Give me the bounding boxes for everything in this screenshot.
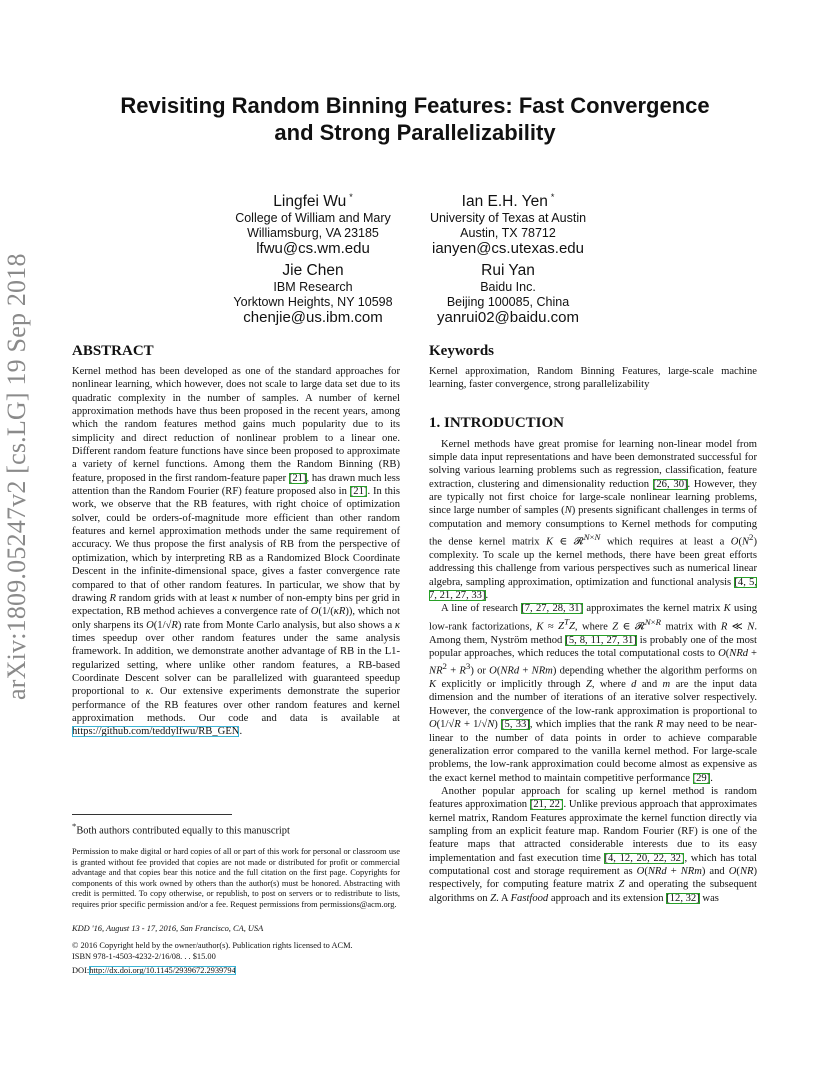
author-email: ianyen@cs.utexas.edu	[432, 240, 584, 257]
author-block-4	[388, 261, 628, 327]
equal-contribution-mark: *	[550, 192, 555, 202]
intro-paragraph: Kernel methods have great promise for learning non-linear model from simple data input representations and have been demonstrated successful for solving various learning problems such as regression, classification, feature extraction, clustering and dimensionality reduction [26, 30]. However, they are typically not first choice for large-scale nonlinear learning problems, since large number of samples (N) presents significant challenges in terms of computation and memory consumptions to Kernel methods for computing the dense kernel matrix K ∈ 𝓡$^{N\times N}$ which requires at least a $O(N^2)$ complexity. To scale up the kernel methods, there have been great efforts addressing this challenge from various perspectives such as numerical linear algebra, sampling approximation, optimization and functional analysis [4, 5, 7, 21, 27, 33].	[429, 438, 757, 601]
copyright-symbol: ©	[72, 941, 79, 950]
author-name: Ian E.H. Yen	[461, 193, 548, 210]
author-name: Rui Yan	[481, 262, 535, 279]
conference-info: KDD '16, August 13 - 17, 2016, San Francisco, CA, USA	[72, 924, 264, 933]
author-address: Austin, TX 78712	[460, 225, 556, 240]
citation-link[interactable]: [26, 30]	[652, 478, 688, 490]
keywords-text: Kernel approximation, Random Binning Features, large-scale machine learning, faster convergence, strong parallelizability	[429, 366, 757, 391]
author-name: Lingfei Wu	[273, 193, 347, 210]
citation-link[interactable]: [7, 27, 28, 31]	[521, 603, 584, 615]
introduction-heading: 1. INTRODUCTION	[429, 414, 565, 431]
permission-notice: Permission to make digital or hard copies of all or part of this work for personal or classroom use is granted without fee provided that copies are not made or distributed for profit or commercial advantage and that copies bear this notice and the full citation on the first page. Copyrights for components of this work owned by others than the author(s) must be honored. Abstracting with credit is permitted. To copy otherwise, or republish, to post on servers or to redistribute to lists, requires prior specific permission and/or a fee. Request permissions from permissions@acm.org.	[72, 847, 400, 909]
author-email: chenjie@us.ibm.com	[243, 309, 383, 326]
title-line-1: Revisiting Random Binning Features: Fast Convergence	[120, 93, 710, 118]
author-affiliation: University of Texas at Austin	[429, 211, 587, 225]
keywords-heading: Keywords	[429, 343, 494, 359]
intro-paragraph: A line of research [7, 27, 28, 31] approximates the kernel matrix K using low-rank factorizations, $K \approx Z^TZ$, where Z ∈ 𝓡$^{N\times R}$ matrix with R ≪ N. Among them, Nyström method [5, 8, 11, 27, 31] is probably one of the most popular approaches, which reduces the total computational costs to $O(NRd + NR^2 + R^3)$ or O(NRd + NRm) depending whether the algorithm performs on K explicitly or implicitly through Z, where d and m are the input data dimension and the number of iterations of an iterative solver respectively. However, the convergence of the low-rank approximation is proportional to O(1/√R + 1/√N) [5, 33], which implies that the rank R may need to be near-linear to the number of data points in order to achieve comparable generalization error compared to the vanilla kernel method. For large-scale problems, the low-rank approximation could become almost as expensive as the exact kernel method to maintain competitive performance [29].	[429, 603, 758, 784]
code-url-link[interactable]: https://github.com/teddylfwu/RB_GEN	[72, 726, 240, 738]
author-block-2	[388, 188, 628, 258]
citation-link[interactable]: [5, 33]	[501, 719, 530, 731]
citation-link[interactable]: [4, 5, 7, 21, 27, 33]	[429, 576, 757, 601]
author-address: Yorktown Heights, NY 10598	[233, 294, 393, 309]
citation-link[interactable]: [21]	[349, 486, 368, 498]
doi-line: DOI:http://dx.doi.org/10.1145/2939672.2939794	[72, 966, 236, 975]
author-address: Williamsburg, VA 23185	[247, 225, 379, 240]
footnote-mark: *	[72, 821, 77, 831]
arxiv-stamp: arXiv:1809.05247v2 [cs.LG] 19 Sep 2018	[2, 253, 31, 700]
copyright-notice: © 2016 Copyright held by the owner/author(s). Publication rights licensed to ACM. ISBN 978-1-4503-4232-2/16/08. . . $15.00	[72, 941, 353, 961]
equal-contribution-mark: *	[349, 192, 353, 202]
right-column	[429, 342, 757, 905]
author-name: Jie Chen	[282, 262, 344, 279]
author-affiliation: Baidu Inc.	[480, 280, 536, 294]
title-line-2: and Strong Parallelizability	[274, 120, 556, 145]
author-affiliation: College of William and Mary	[235, 211, 391, 225]
abstract-heading: ABSTRACT	[72, 343, 154, 359]
footnote-rule	[72, 814, 232, 815]
citation-link[interactable]: [21]	[288, 472, 307, 484]
abstract-text: Kernel method has been developed as one of the standard approaches for nonlinear learning, which however, does not scale to large data set due to its quadratic complexity in the number of samples. A number of kernel approximation methods have thus been proposed in the recent years, among which the random features method gains much popularity due to its simplicity and direct reduction of nonlinear problem to a linear one. Different random feature functions have since been proposed to approximate a variety of kernel functions. Among them the Random Binning (RB) feature, proposed in the first random-feature paper [21], has drawn much less attention than the Random Fourier (RF) feature proposed also in [21]. In this work, we observe that the RB features, with right choice of optimization solver, could be orders-of-magnitude more efficient than other random features and kernel approximation methods under the same requirement of accuracy. We thus propose the first analysis of RB from the perspective of optimization, which by interpreting RB as a Randomized Block Coordinate Descent in the infinite-dimensional space, gives a faster convergence rate compared to that of other random features. In particular, we show that by drawing R random grids with at least κ number of non-empty bins per grid in expectation, RB method achieves a convergence rate of O(1/(κR)), which not only sharpens its O(1/√R) rate from Monte Carlo analysis, but also shows a κ times speedup over other random features under the same analysis framework. In addition, we demonstrate another advantage of RB in the L1-regularized setting, where unlike other random features, a RB-based Coordinate Descent solver can be parallelized with guaranteed speedup proportional to κ. Our extensive experiments demonstrate the superior performance of the RB features over other random features and kernel approximation methods. Our code and data is available at https://github.com/teddylfwu/RB_GEN.	[72, 366, 401, 738]
citation-link[interactable]: [5, 8, 11, 27, 31]	[565, 634, 637, 646]
author-address: Beijing 100085, China	[446, 294, 570, 309]
author-email: yanrui02@baidu.com	[437, 309, 579, 326]
abstract-section	[72, 342, 400, 739]
citation-link[interactable]: [12, 32]	[666, 892, 700, 904]
citation-link[interactable]: [4, 12, 20, 22, 32]	[604, 852, 685, 864]
citation-link[interactable]: [21, 22]	[529, 799, 564, 811]
paper-title	[60, 92, 770, 146]
author-affiliation: IBM Research	[273, 280, 353, 294]
intro-paragraph: Another popular approach for scaling up kernel method is random features approximation [21, 22]. Unlike previous approach that approximates kernel matrix, Random Features approximate the kernel function directly via sampling from an explicit feature map. Random Fourier (RF) is one of the feature maps that attracted considerable interests due to its easy implementation and fast execution time [4, 12, 20, 22, 32], which has total computational cost and storage requirement as O(NRd + NRm) and O(NR) respectively, for computing feature matrix Z and operating the subsequent algorithms on Z. A Fastfood approach and its extension [12, 32] was	[429, 785, 758, 904]
doi-link[interactable]: http://dx.doi.org/10.1145/2939672.2939794	[89, 966, 236, 975]
footnote: *Both authors contributed equally to this manuscript	[72, 821, 290, 837]
author-email: lfwu@cs.wm.edu	[256, 240, 370, 257]
citation-link[interactable]: [29]	[692, 772, 711, 784]
